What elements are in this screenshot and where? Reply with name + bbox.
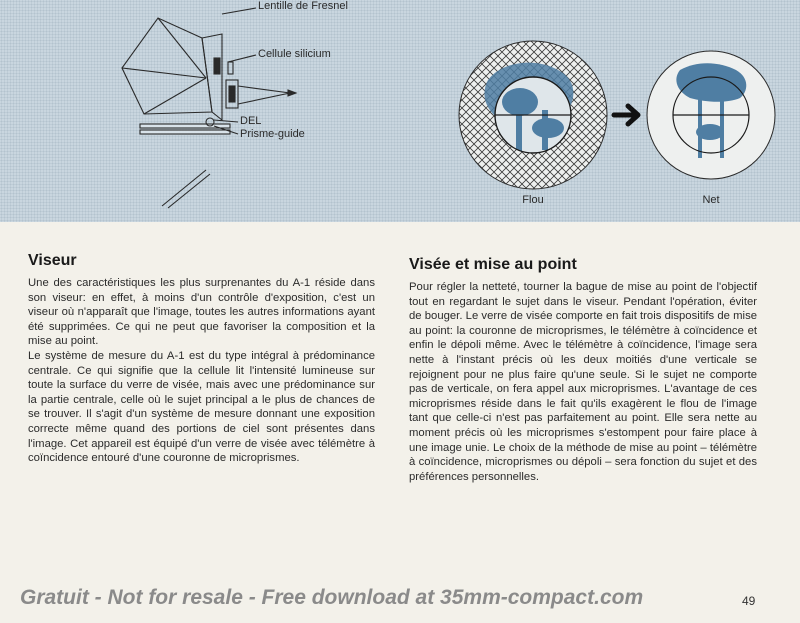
arrow-icon bbox=[614, 106, 638, 124]
caption-sharp: Net bbox=[702, 194, 720, 206]
left-column bbox=[28, 252, 375, 466]
label-guide-prism: Prisme-guide bbox=[240, 128, 305, 140]
caption-blurred: Flou bbox=[522, 194, 544, 206]
section-title-visee: Visée et mise au point bbox=[409, 256, 577, 273]
page-number: 49 bbox=[742, 594, 756, 608]
paragraph: Pour régler la netteté, tourner la bague de mise au point de l'objectif tout en regardant le sujet dans le viseur. Pendant l'opération, éviter de bouger. Le verre de visée comporte en fait trois dispositifs de mise au point: la couronne de microprismes, le télémètre à coïncidence et enfin le dépoli même. Avec le télémètre à coïncidence, l'image sera nette à l'instant précis où les deux moitiés d'une verticale se rejoignent pour ne plus faire qu'une seule. Si le sujet ne comporte pas de verticale, on fera appel aux microprismes. L'avantage de ces microprismes réside dans le fait qu'ils exagèrent le flou de l'image tant que celle-ci n'est pas parfaitement au point. Elle sera nette au moment précis où les microprismes s'estompent pour faire place à une image unie. Le choix de la méthode de mise au point – télémètre à coïncidence, microprismes ou dépoli – sera fonction du sujet et des préférences personnelles. bbox=[409, 281, 757, 483]
right-column bbox=[409, 256, 757, 484]
eye-arrow bbox=[288, 90, 296, 96]
label-silicon-cell: Cellule silicium bbox=[258, 48, 331, 60]
download-watermark: Gratuit - Not for resale - Free download at 35mm-compact.com bbox=[20, 586, 644, 609]
focus-comparison bbox=[458, 40, 788, 220]
paragraph: Le système de mesure du A-1 est du type intégral à prédominance centrale. Ce qui signifie que la cellule lit l'intensité lumineuse sur toute la surface du verre de visée, mais avec une prédominance sur la partie centrale, celle où le sujet principal a le plus de chances de se trouver. Il s'agit d'un système de mesure donnant une exposition correcte même quand des portions de ciel sont présentes dans l'image. Cet appareil est équipé d'un verre de visée avec télémètre à coïncidence entouré d'une couronne de microprismes. bbox=[28, 349, 375, 465]
cell-bracket bbox=[228, 62, 233, 74]
focusing-screen bbox=[140, 130, 230, 134]
viewfinder-schematic bbox=[110, 0, 410, 220]
label-fresnel-lens: Lentille de Fresnel bbox=[258, 0, 348, 12]
section-title-viseur: Viseur bbox=[28, 252, 77, 269]
pentaprism-shape bbox=[122, 18, 212, 114]
paragraph: Une des caractéristiques les plus surprenantes du A-1 réside dans son viseur: en effet, à moins d'un contrôle d'exposition, c'est un viseur où n'apparaît que l'image, toutes les autres informations ayant été supprimées. Ce qui ne peut que favoriser la composition et la mise au point. bbox=[28, 277, 375, 348]
label-led: DEL bbox=[240, 115, 262, 127]
viewfinder-diagram bbox=[110, 0, 410, 220]
silicon-cell bbox=[214, 58, 220, 74]
focus-comparison-figure bbox=[458, 40, 788, 220]
reflex-mirror bbox=[162, 170, 206, 206]
